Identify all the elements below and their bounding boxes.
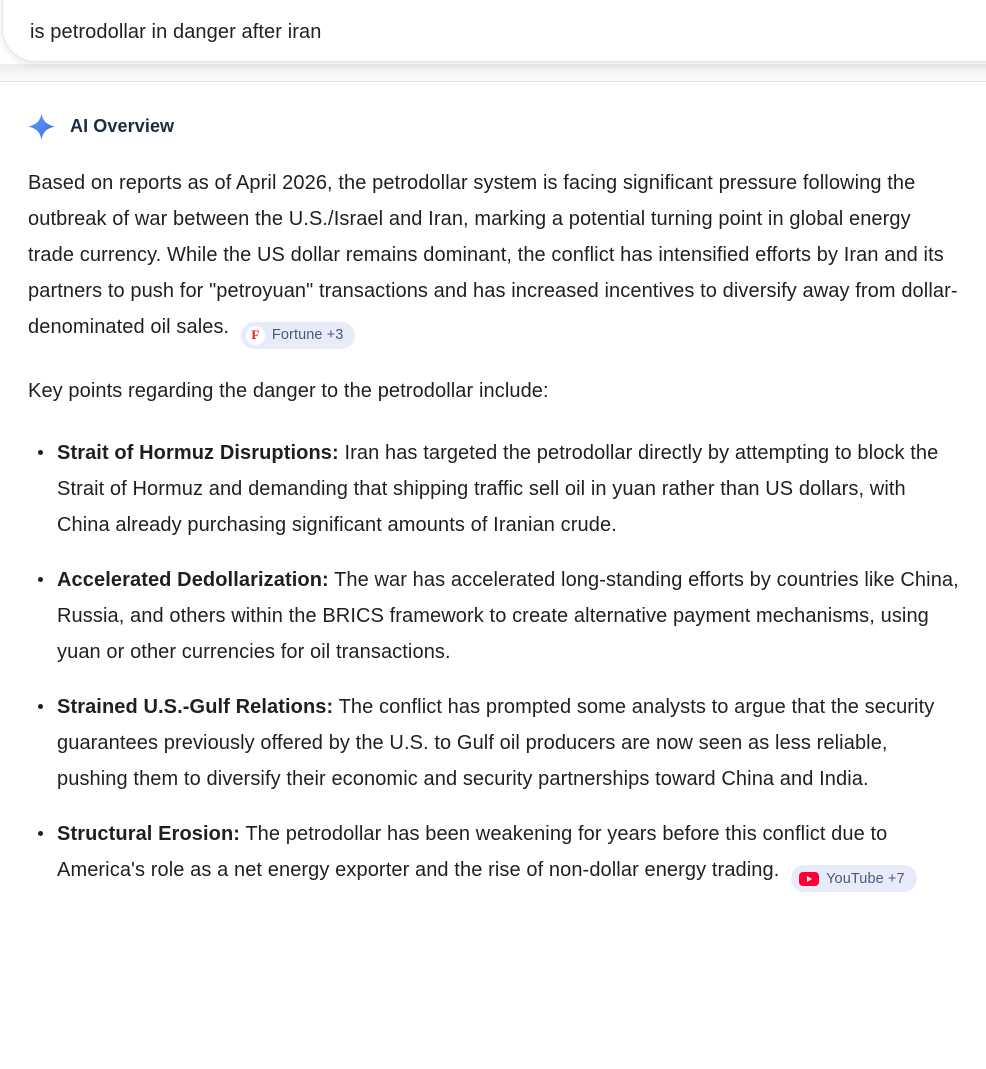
- source-chip-youtube[interactable]: [791, 865, 917, 892]
- youtube-play-triangle: [807, 876, 812, 882]
- source-chip-fortune[interactable]: [241, 322, 356, 349]
- bullet-text: The petrodollar has been weakening for years before this conflict due to America's role as a net energy exporter and the rise of non-dollar energy trading.: [57, 822, 888, 881]
- header-shadow: [0, 64, 986, 81]
- list-item: [28, 562, 960, 670]
- ai-overview-header: [28, 113, 960, 140]
- ai-overview-section: [0, 82, 986, 892]
- search-query-value: is petrodollar in danger after iran: [30, 21, 322, 43]
- search-header: [0, 0, 986, 82]
- bullet-text: The war has accelerated long-standing efforts by countries like China, Russia, and others within the BRICS framework to create alternative payment mechanisms, using yuan or other currencies for oil transactions.: [57, 568, 959, 663]
- fortune-logo-icon: F: [246, 326, 265, 345]
- ai-sparkle-icon: [28, 113, 55, 140]
- list-item: [28, 816, 960, 893]
- bullet-text: The conflict has prompted some analysts to argue that the security guarantees previously offered by the U.S. to Gulf oil producers are now seen as less reliable, pushing them to diversify their economic and security partnerships toward China and India.: [57, 695, 935, 790]
- search-input[interactable]: [2, 0, 986, 62]
- list-item: [28, 435, 960, 543]
- bullet-title: Strained U.S.-Gulf Relations:: [57, 695, 334, 718]
- bullet-title: Accelerated Dedollarization:: [57, 568, 329, 591]
- bullet-title: Strait of Hormuz Disruptions:: [57, 441, 339, 464]
- bullet-title: Structural Erosion:: [57, 822, 241, 845]
- source-chip-youtube-label: YouTube +7: [826, 870, 905, 887]
- bullet-text: Iran has targeted the petrodollar directly by attempting to block the Strait of Hormuz and demanding that shipping traffic sell oil in yuan rather than US dollars, with China already purchasing significant amounts of Iranian crude.: [57, 441, 939, 536]
- ai-overview-title: AI Overview: [70, 116, 175, 136]
- key-points-list: [28, 435, 960, 893]
- key-points-heading: Key points regarding the danger to the petrodollar include:: [28, 379, 549, 402]
- youtube-icon: [799, 872, 819, 886]
- list-item: [28, 689, 960, 797]
- source-chip-fortune-label: Fortune +3: [271, 327, 344, 343]
- intro-text: Based on reports as of April 2026, the petrodollar system is facing significant pressure following the outbreak of war between the U.S./Israel and Iran, marking a potential turning point in global energy trade currency. While the US dollar remains dominant, the conflict has intensified efforts by Iran and its partners to push for "petroyuan" transactions and has increased incentives to diversify away from dollar-denominated oil sales.: [28, 172, 958, 338]
- intro-paragraph: [28, 165, 960, 349]
- header-divider: [0, 81, 986, 82]
